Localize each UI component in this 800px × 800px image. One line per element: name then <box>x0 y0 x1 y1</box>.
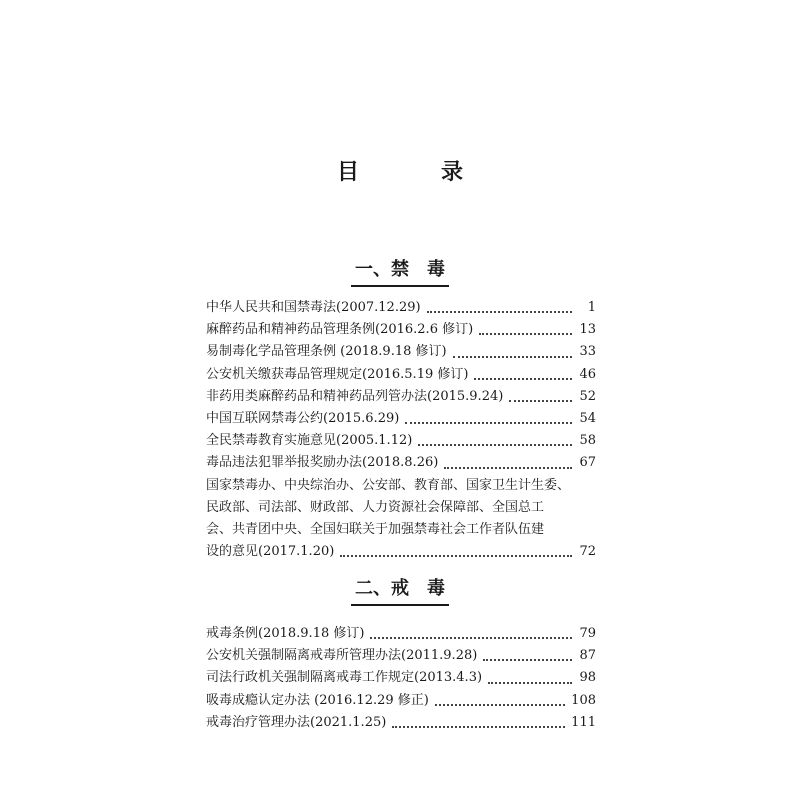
toc-entry-page: 54 <box>579 411 596 427</box>
leader-dots <box>453 355 572 358</box>
toc-entry[interactable] <box>206 408 596 430</box>
toc-entry-title: 司法行政机关强制隔离戒毒工作规定(2013.4.3) <box>206 670 483 686</box>
leader-dots <box>479 332 572 335</box>
toc-entry-title-line: 民政部、司法部、财政部、人力资源社会保障部、全国总工 <box>206 499 545 515</box>
toc-entry[interactable] <box>206 645 596 667</box>
toc-entry[interactable] <box>206 430 596 452</box>
toc-entry-title: 戒毒条例(2018.9.18 修订) <box>206 626 365 641</box>
toc-entry[interactable] <box>206 712 596 734</box>
toc-entry-page: 87 <box>579 648 596 664</box>
section-heading-rehab <box>0 574 800 606</box>
toc-entry[interactable] <box>206 319 596 341</box>
toc-entry-multiline[interactable] <box>206 475 596 564</box>
section-heading-label: 一、禁 毒 <box>351 255 449 287</box>
toc-entry[interactable] <box>206 364 596 386</box>
toc-entry[interactable] <box>206 297 596 319</box>
leader-dots <box>340 554 572 557</box>
toc-entry[interactable] <box>206 667 596 689</box>
toc-entry-title: 公安机关缴获毒品管理规定(2016.5.19 修订) <box>206 366 469 382</box>
leader-dots <box>509 399 572 402</box>
toc-entry-page: 46 <box>579 366 596 382</box>
toc-entry[interactable] <box>206 452 596 474</box>
toc-entry[interactable] <box>206 690 596 712</box>
toc-entry-page: 58 <box>579 433 596 449</box>
toc-entry-title: 吸毒成瘾认定办法 (2016.12.29 修正) <box>206 692 429 708</box>
page-title: 目 录 <box>336 159 493 185</box>
toc-entry-title: 易制毒化学品管理条例 (2018.9.18 修订) <box>206 344 447 360</box>
toc-list-prohibition <box>206 297 596 563</box>
toc-entry[interactable] <box>206 341 596 363</box>
leader-dots <box>392 725 565 728</box>
leader-dots <box>474 377 572 380</box>
toc-entry-page: 98 <box>579 670 596 686</box>
toc-entry-title: 戒毒治疗管理办法(2021.1.25) <box>206 714 387 730</box>
toc-entry-last-line <box>206 541 596 563</box>
leader-dots <box>488 681 572 684</box>
toc-entry-title: 非药用类麻醉药品和精神药品列管办法(2015.9.24) <box>206 388 504 404</box>
toc-entry-page: 108 <box>571 692 596 708</box>
toc-entry-title-line: 国家禁毒办、中央综治办、公安部、教育部、国家卫生计生委、 <box>206 477 571 493</box>
toc-entry-title: 麻醉药品和精神药品管理条例(2016.2.6 修订) <box>206 322 474 338</box>
leader-dots <box>444 466 572 469</box>
toc-entry-title: 公安机关强制隔离戒毒所管理办法(2011.9.28) <box>206 648 478 664</box>
toc-entry-page: 52 <box>579 388 596 404</box>
toc-entry[interactable] <box>206 623 596 645</box>
toc-entry-page: 72 <box>579 544 596 560</box>
toc-entry-title-line: 会、共青团中央、全国妇联关于加强禁毒社会工作者队伍建 <box>206 522 545 538</box>
toc-entry-title: 设的意见(2017.1.20) <box>206 544 335 560</box>
toc-entry-page: 33 <box>579 344 596 360</box>
toc-entry-page: 1 <box>587 300 596 315</box>
leader-dots <box>427 310 572 313</box>
leader-dots <box>483 658 572 661</box>
toc-entry-title: 毒品违法犯罪举报奖励办法(2018.8.26) <box>206 455 439 471</box>
leader-dots <box>418 443 572 446</box>
section-heading-label: 二、戒 毒 <box>351 574 449 606</box>
toc-entry[interactable] <box>206 386 596 408</box>
section-heading-prohibition <box>0 255 800 287</box>
toc-entry-page: 79 <box>579 626 596 641</box>
toc-entry-title: 中国互联网禁毒公约(2015.6.29) <box>206 411 400 427</box>
toc-entry-page: 67 <box>579 455 596 471</box>
leader-dots <box>435 703 565 706</box>
toc-entry-title: 全民禁毒教育实施意见(2005.1.12) <box>206 433 413 449</box>
leader-dots <box>370 636 572 639</box>
toc-entry-title: 中华人民共和国禁毒法(2007.12.29) <box>206 300 421 315</box>
toc-entry-page: 13 <box>579 322 596 338</box>
toc-entry-page: 111 <box>571 714 596 730</box>
leader-dots <box>405 421 572 424</box>
toc-list-rehab <box>206 623 596 734</box>
